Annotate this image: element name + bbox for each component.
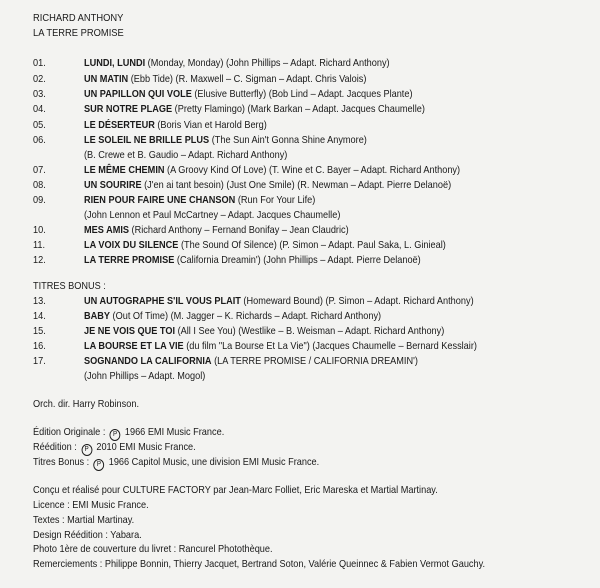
edition-label: Édition Originale : bbox=[33, 427, 108, 438]
track-credit: (Elusive Butterfly) (Bob Lind – Adapt. Jacques Plante) bbox=[191, 89, 413, 100]
track-title: SOGNANDO LA CALIFORNIA bbox=[84, 356, 212, 367]
track-line bbox=[84, 104, 425, 116]
track-credit: (The Sound Of Silence) (P. Simon – Adapt. Paul Saka, L. Ginieal) bbox=[178, 240, 446, 251]
track-line bbox=[84, 296, 474, 308]
edition-line bbox=[33, 457, 319, 471]
edition-label: Réédition : bbox=[33, 442, 80, 453]
edition-line bbox=[33, 427, 224, 441]
track-credit: (All I See You) (Westlike – B. Weisman – Adapt. Richard Anthony) bbox=[175, 326, 445, 337]
track-line bbox=[84, 58, 390, 70]
track-credit: (The Sun Ain't Gonna Shine Anymore) bbox=[209, 135, 367, 146]
edition-text: 1966 EMI Music France. bbox=[122, 427, 225, 438]
track-credit: (Boris Vian et Harold Berg) bbox=[154, 120, 267, 131]
track-number: 08. bbox=[33, 180, 46, 191]
track-title: LE SOLEIL NE BRILLE PLUS bbox=[84, 135, 210, 146]
track-title: JE NE VOIS QUE TOI bbox=[84, 326, 176, 337]
orchestra-credit: Orch. dir. Harry Robinson. bbox=[33, 399, 139, 410]
edition-text: 2010 EMI Music France. bbox=[93, 442, 196, 453]
track-title: LUNDI, LUNDI bbox=[84, 58, 146, 69]
track-line bbox=[84, 135, 367, 147]
track-number: 15. bbox=[33, 326, 46, 337]
track-number: 07. bbox=[33, 165, 46, 176]
track-line bbox=[84, 240, 446, 252]
track-number: 17. bbox=[33, 356, 46, 367]
track-credit: (Ebb Tide) (R. Maxwell – C. Sigman – Adapt. Chris Valois) bbox=[128, 74, 367, 85]
track-number: 12. bbox=[33, 255, 46, 266]
track-number: 16. bbox=[33, 341, 46, 352]
track-credit-continued: (John Phillips – Adapt. Mogol) bbox=[84, 371, 206, 382]
edition-text: 1966 Capitol Music, une division EMI Music France. bbox=[106, 457, 320, 468]
credit-line: Remerciements : Philippe Bonnin, Thierry Jacquet, Bertrand Soton, Valérie Queinnec & Fabien Vermot Gauchy. bbox=[33, 559, 486, 570]
track-number: 11. bbox=[33, 240, 46, 251]
track-line bbox=[84, 89, 413, 101]
track-credit: (Out Of Time) (M. Jagger – K. Richards – Adapt. Richard Anthony) bbox=[109, 311, 382, 322]
track-credit-continued: (B. Crewe et B. Gaudio – Adapt. Richard Anthony) bbox=[84, 150, 288, 161]
artist-name: RICHARD ANTHONY bbox=[33, 13, 124, 24]
track-line bbox=[84, 311, 381, 323]
track-line bbox=[84, 195, 315, 207]
track-title: UN AUTOGRAPHE S'IL VOUS PLAIT bbox=[84, 296, 241, 307]
track-credit: (LA TERRE PROMISE / CALIFORNIA DREAMIN') bbox=[211, 356, 418, 367]
track-number: 05. bbox=[33, 120, 46, 131]
track-credit-continued: (John Lennon et Paul McCartney – Adapt. Jacques Chaumelle) bbox=[84, 210, 341, 221]
track-title: LA TERRE PROMISE bbox=[84, 255, 175, 266]
track-title: LE DÉSERTEUR bbox=[84, 120, 155, 131]
edition-line bbox=[33, 442, 196, 456]
track-number: 09. bbox=[33, 195, 46, 206]
track-credit: (A Groovy Kind Of Love) (T. Wine et C. Bayer – Adapt. Richard Anthony) bbox=[164, 165, 461, 176]
credit-line: Design Réédition : Yabara. bbox=[33, 530, 142, 541]
track-credit: (Run For Your Life) bbox=[235, 195, 316, 206]
track-number: 10. bbox=[33, 225, 46, 236]
track-credit: (Homeward Bound) (P. Simon – Adapt. Richard Anthony) bbox=[240, 296, 474, 307]
track-line bbox=[84, 165, 460, 177]
credit-line: Photo 1ère de couverture du livret : Rancurel Photothèque. bbox=[33, 544, 273, 555]
track-credit: (du film "La Bourse Et La Vie") (Jacques Chaumelle – Bernard Kesslair) bbox=[183, 341, 477, 352]
track-number: 04. bbox=[33, 104, 46, 115]
track-number: 02. bbox=[33, 74, 46, 85]
edition-label: Titres Bonus : bbox=[33, 457, 92, 468]
track-credit: (California Dreamin') (John Phillips – Adapt. Pierre Delanoë) bbox=[174, 255, 421, 266]
track-title: UN PAPILLON QUI VOLE bbox=[84, 89, 192, 100]
track-title: LE MÊME CHEMIN bbox=[84, 165, 165, 176]
track-title: UN SOURIRE bbox=[84, 180, 142, 191]
track-line bbox=[84, 255, 421, 267]
track-line bbox=[84, 225, 349, 237]
credit-line: Licence : EMI Music France. bbox=[33, 500, 149, 511]
phonogram-copyright-icon: P bbox=[110, 429, 121, 441]
track-number: 13. bbox=[33, 296, 46, 307]
track-line bbox=[84, 120, 267, 132]
credit-line: Textes : Martial Martinay. bbox=[33, 515, 135, 526]
track-title: MES AMIS bbox=[84, 225, 129, 236]
track-title: LA BOURSE ET LA VIE bbox=[84, 341, 184, 352]
track-title: SUR NOTRE PLAGE bbox=[84, 104, 173, 115]
phonogram-copyright-icon: P bbox=[81, 444, 92, 456]
track-number: 03. bbox=[33, 89, 46, 100]
track-title: UN MATIN bbox=[84, 74, 129, 85]
track-line bbox=[84, 341, 477, 353]
track-credit: (Pretty Flamingo) (Mark Barkan – Adapt. Jacques Chaumelle) bbox=[172, 104, 425, 115]
track-title: BABY bbox=[84, 311, 110, 322]
track-number: 06. bbox=[33, 135, 46, 146]
track-title: LA VOIX DU SILENCE bbox=[84, 240, 179, 251]
track-line bbox=[84, 326, 444, 338]
track-credit: (Monday, Monday) (John Phillips – Adapt. Richard Anthony) bbox=[145, 58, 390, 69]
track-number: 14. bbox=[33, 311, 46, 322]
track-number: 01. bbox=[33, 58, 46, 69]
bonus-heading: TITRES BONUS : bbox=[33, 281, 106, 292]
track-credit: (J'en ai tant besoin) (Just One Smile) (R. Newman – Adapt. Pierre Delanoë) bbox=[141, 180, 452, 191]
credit-line: Conçu et réalisé pour CULTURE FACTORY par Jean-Marc Folliet, Eric Mareska et Martial Martinay. bbox=[33, 485, 438, 496]
album-title: LA TERRE PROMISE bbox=[33, 28, 124, 39]
track-title: RIEN POUR FAIRE UNE CHANSON bbox=[84, 195, 236, 206]
phonogram-copyright-icon: P bbox=[94, 459, 105, 471]
track-line bbox=[84, 356, 418, 368]
track-credit: (Richard Anthony – Fernand Bonifay – Jean Claudric) bbox=[129, 225, 349, 236]
track-line bbox=[84, 180, 451, 192]
track-line bbox=[84, 74, 366, 86]
